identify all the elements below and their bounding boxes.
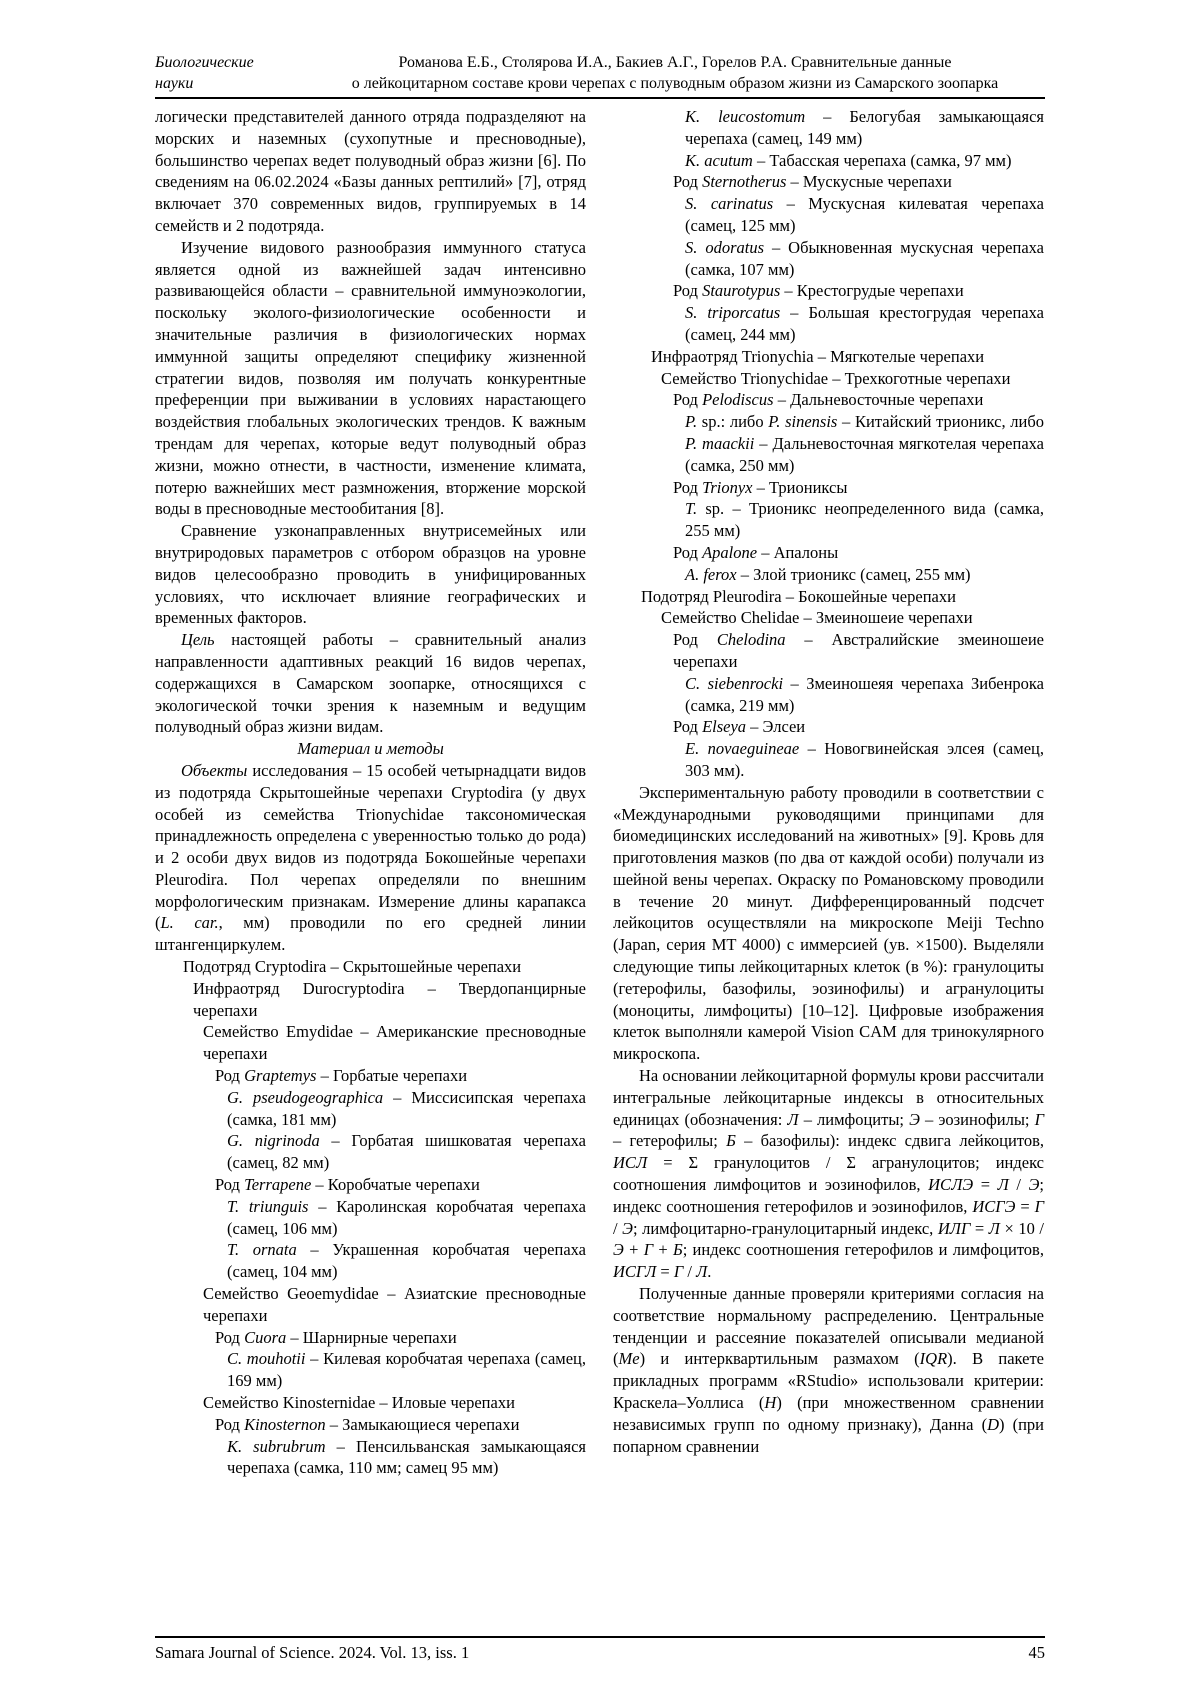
text-run: – Дальневосточные черепахи [773, 390, 984, 410]
text-run: E. novaeguineae [685, 739, 800, 759]
text-run: – Дальневосточная мягкотелая черепаха (самка, 250 мм) [685, 433, 1044, 475]
text-run: ИСГЛ [613, 1262, 657, 1282]
taxon-entry [613, 368, 1044, 390]
text-run: Э [1028, 1175, 1040, 1195]
taxon-entry [613, 389, 1044, 411]
text-run: логически представителей данного отряда подразделяют на морских и наземных (сухопутные и пресноводные), большинство черепах ведет полуводный образ жизни [6]. По сведениям на 06.02.2024 «Базы данных рептилий» [7], отряд включает 370 современных видов, группируемых в 14 семейств и 2 подотряда. [155, 107, 586, 235]
taxon-entry [155, 1327, 586, 1349]
text-run: – Горбатая шишковатая черепаха (самец, 82 мм) [227, 1131, 586, 1173]
text-run: = Σ гранулоцитов / Σ агранулоцитов; индекс соотношения лимфоцитов и эозинофилов, [613, 1153, 1044, 1195]
paragraph [613, 1283, 1044, 1457]
text-run: Cuora [244, 1327, 287, 1347]
text-run: IQR [919, 1349, 948, 1369]
text-run: настоящей работы – сравнительный анализ направленности адаптивных реакций 16 видов черепах, содержащихся в Самарском зоопарке, относящихся с экологической точки зрения к наземным и ведущим полуводный образ жизни видам. [155, 630, 586, 737]
text-run: Полученные данные проверяли критериями согласия на соответствие нормальному распределению. Центральные тенденции и рассеяние показателей описывали медианой ( [613, 1284, 1044, 1369]
footer-row [155, 1642, 1045, 1664]
text-run: Цель [181, 630, 215, 650]
page-number: 45 [1028, 1643, 1045, 1662]
text-run: T. ornata [227, 1240, 297, 1260]
article-body [155, 106, 1045, 1538]
text-run: C. mouhotii [227, 1349, 306, 1369]
text-run: – эозинофилы; [919, 1109, 1035, 1129]
text-run: + [623, 1240, 644, 1260]
text-run: – Крестогрудые черепахи [780, 281, 964, 301]
text-run: Изучение видового разнообразия иммунного статуса является одной из важнейшей задач интенсивно развивающейся области – сравнительной иммуноэкологии, поскольку эколого-физиологические особенности и значительные различия в физиологических нормах иммунной защиты определяют специфику жизненной стратегии видов, позволяя им получать конкурентные преференции при выживании в условиях нарастающего воздействия глобальных экологических трендов. К важным трендам для черепах, которые ведут полуводный образ жизни, можно отнести, в частности, изменение климата, потерю важнейших мест размножения, вторжение морской воды в пресноводные местообитания [8]. [155, 237, 586, 519]
paragraph [613, 782, 1044, 1065]
page-header [155, 52, 1045, 94]
text-run: – Белогубая замыкающаяся черепаха (самец, 149 мм) [685, 107, 1044, 148]
text-run: – Мускусные черепахи [786, 172, 952, 192]
taxon-entry [613, 237, 1044, 281]
text-run: – Табасская черепаха (самка, 97 мм) [752, 150, 1012, 170]
taxon-entry [155, 1392, 586, 1414]
text-run: – Апалоны [757, 542, 839, 562]
right-column [613, 106, 1044, 1538]
text-run: = [1015, 1196, 1035, 1216]
text-run: – Большая крестогрудая черепаха (самец, 244 мм) [685, 303, 1044, 344]
taxon-entry [613, 498, 1044, 542]
left-column [155, 106, 586, 1538]
text-run: Род [215, 1327, 245, 1347]
text-run: H [764, 1393, 777, 1413]
text-run: – Шарнирные черепахи [286, 1327, 457, 1347]
text-run: Pelodiscus [702, 390, 774, 410]
text-run: Г [673, 1262, 684, 1282]
taxon-entry [613, 564, 1044, 586]
journal-section-line2: науки [155, 75, 194, 92]
text-run: K. leucostomum [685, 107, 806, 126]
text-run: Л [988, 1218, 1000, 1238]
paragraph [155, 629, 586, 738]
taxon-entry [613, 673, 1044, 717]
text-run: K. acutum [685, 150, 753, 170]
taxon-entry [155, 1283, 586, 1327]
text-run: Род [673, 477, 703, 497]
text-run: ИЛГ [937, 1218, 971, 1238]
journal-footer-title: Samara Journal of Science. 2024. Vol. 13, iss. 1 [155, 1643, 470, 1662]
text-run: – Коробчатые черепахи [311, 1175, 480, 1195]
text-run: + [653, 1240, 673, 1260]
text-run: C. siebenrocki [685, 673, 784, 693]
text-run: ; индекс соотношения гетерофилов и лимфоцитов, [682, 1240, 1044, 1260]
text-run: Род [673, 542, 703, 562]
text-run: K. subrubrum [227, 1436, 326, 1456]
paragraph [155, 760, 586, 956]
text-run: – Килевая коробчатая черепаха (самец, 169 мм) [227, 1349, 586, 1391]
text-run: Г [1034, 1196, 1044, 1216]
text-run: Sternotherus [702, 172, 787, 192]
text-run: / [683, 1262, 697, 1282]
taxon-entry [155, 1130, 586, 1174]
taxon-entry [613, 106, 1044, 150]
text-run: ; индекс соотношения гетерофилов и эозинофилов, [613, 1175, 1044, 1216]
text-run: × 10 / [999, 1218, 1044, 1238]
section-heading [155, 738, 586, 760]
page-footer [155, 1636, 1045, 1664]
text-run: Г [643, 1240, 654, 1260]
text-run: – Австралийские змеиношеие черепахи [673, 630, 1045, 671]
text-run: ) (при множественном сравнении независимых групп по одному признаку), Данна ( [613, 1393, 1044, 1434]
text-run: – гетерофилы; [613, 1131, 727, 1151]
text-run: ИСЛ [613, 1153, 648, 1173]
taxon-entry [613, 280, 1044, 302]
text-run: Семейство Chelidae – Змеиношеие черепахи [661, 608, 973, 628]
text-run: Staurotypus [702, 281, 781, 301]
text-run: – Горбатые черепахи [316, 1066, 468, 1086]
text-run: P. sinensis [768, 412, 838, 432]
text-run: Г [1034, 1109, 1044, 1129]
text-run: – лимфоциты; [798, 1109, 910, 1129]
running-title-line1: Романова Е.Б., Столярова И.А., Бакиев А.Г., Горелов Р.А. Сравнительные данные [398, 54, 952, 71]
text-run: Материал и методы [297, 739, 444, 759]
text-run: Род [673, 172, 703, 192]
text-run: Объекты [181, 760, 248, 780]
text-run: – Обыкновенная мускусная черепаха (самка, 107 мм) [685, 237, 1044, 279]
text-run: – Мускусная килеватая черепаха (самец, 125 мм) [685, 194, 1044, 235]
taxon-entry [155, 978, 586, 1022]
taxon-entry [613, 193, 1044, 237]
text-run: Trionyx [702, 477, 753, 497]
text-run: ИСГЭ [972, 1196, 1016, 1216]
text-run: sp.: либо [697, 412, 769, 432]
text-run: = [970, 1218, 989, 1238]
footer-rule [155, 1636, 1045, 1638]
text-run: Сравнение узконаправленных внутрисемейных или внутриродовых параметров с отбором образцов на уровне видов целесообразно проводить в унифицированных условиях, что исключает влияние географических и временных факторов. [155, 521, 586, 628]
taxon-entry [613, 738, 1044, 782]
text-run: L. car. [160, 913, 219, 933]
paragraph [155, 237, 586, 520]
text-run: На основании лейкоцитарной формулы крови рассчитали интегральные лейкоцитарные индексы в относительных единицах (обозначения: [613, 1066, 1045, 1129]
taxon-entry [155, 1087, 586, 1131]
text-run: – Каролинская коробчатая черепаха (самец, 106 мм) [227, 1196, 587, 1238]
text-run: – Миссисипская черепаха (самка, 181 мм) [227, 1087, 586, 1129]
text-run: Род [673, 281, 703, 301]
text-run: Me [618, 1349, 640, 1369]
text-run: ИСЛЭ [928, 1175, 974, 1195]
text-run: Л [787, 1109, 799, 1129]
text-run: Э [613, 1240, 624, 1260]
text-run: sp. – Трионикс неопределенного вида (самка, 255 мм) [685, 499, 1044, 541]
text-run: Род [215, 1066, 245, 1086]
text-run: ) (при попарном сравнении [613, 1414, 1044, 1456]
taxon-entry [613, 477, 1044, 499]
text-run: Э [909, 1109, 920, 1129]
text-run: Graptemys [244, 1066, 317, 1086]
text-run: Род [673, 390, 703, 410]
text-run: Род [215, 1175, 245, 1195]
taxon-entry [613, 629, 1044, 673]
journal-section-line1: Биологические [155, 54, 254, 71]
text-run: Chelodina [716, 630, 786, 650]
taxon-entry [613, 542, 1044, 564]
text-run: ; лимфоцитарно-гранулоцитарный индекс, [632, 1218, 938, 1238]
text-run: = [656, 1262, 674, 1282]
text-run: – Замыкающиеся черепахи [325, 1414, 520, 1434]
text-run: G. pseudogeographica [227, 1087, 384, 1107]
text-run: Род [673, 717, 703, 737]
text-run: P. [685, 412, 698, 432]
text-run: Экспериментальную работу проводили в соответствии с «Международными руководящими принципами для биомедицинских исследований на животных» [9]. Кровь для приготовления мазков (по два от каждой особи) получали из шейной вены черепах. Окраску по Романовскому проводили в течение 20 минут. Дифференцированный подсчет лейкоцитов осуществляли на микроскопе Meiji Techno (Japan, серия MT 4000) с иммерсией (ув. ×1500). Выделяли следующие типы лейкоцитарных клеток (в %): гранулоциты (гетерофилы, базофилы, эозинофилы) и агранулоциты (моноциты, лимфоциты) [10–12]. Цифровые изображения клеток выполняли камерой Vision CAM для тринокулярного микроскопа. [613, 782, 1044, 1064]
running-title [305, 52, 1045, 94]
text-run: Terrapene [244, 1175, 312, 1195]
text-run: Elseya [702, 717, 747, 737]
text-run: Б [672, 1240, 683, 1260]
text-run: исследования – 15 особей четырнадцати видов из подотряда Скрытошейные черепахи Cryptodira (у двух особей из семейства Trionychidae таксономическая принадлежность определена с уверенностью только до рода) и 2 особи двух видов из подотряда Бокошейные черепахи Pleurodira. Пол черепах определяли по внешним морфологическим признакам. Измерение длины карапакса ( [155, 760, 586, 933]
text-run: Род [673, 630, 717, 650]
taxon-entry [613, 607, 1044, 629]
text-run: Л [997, 1175, 1009, 1195]
text-run: Э [622, 1218, 633, 1238]
taxon-entry [613, 346, 1044, 368]
text-run: – Украшенная коробчатая черепаха (самец, 104 мм) [227, 1240, 586, 1282]
text-run: Инфраотряд Trionychia – Мягкотелые черепахи [651, 346, 985, 366]
text-run: Семейство Geoemydidae – Азиатские пресноводные черепахи [203, 1284, 586, 1325]
taxon-entry [613, 586, 1044, 608]
text-run: . [707, 1262, 712, 1282]
text-run: Род [215, 1414, 245, 1434]
taxon-entry [613, 716, 1044, 738]
text-run: D [987, 1414, 999, 1434]
text-run: / [613, 1218, 623, 1238]
text-run: S. odoratus [685, 237, 765, 257]
text-run: Б [726, 1131, 736, 1151]
header-rule [155, 97, 1045, 99]
text-run: T. triunguis [227, 1196, 309, 1216]
taxon-entry [155, 1174, 586, 1196]
text-run: / [1008, 1175, 1029, 1195]
text-run: Подотряд Cryptodira – Скрытошейные черепахи [183, 957, 522, 977]
text-run: – Змеиношеяя черепаха Зибенрока (самка, 219 мм) [685, 673, 1045, 715]
text-run: ) и интерквартильным размахом ( [639, 1349, 920, 1369]
text-run: = [973, 1175, 998, 1195]
taxon-entry [155, 1239, 586, 1283]
text-run: S. triporcatus [685, 303, 781, 323]
text-run: T. [685, 499, 698, 519]
running-title-line2: о лейкоцитарном составе крови черепах с полуводным образом жизни из Самарского зоопарка [351, 75, 999, 92]
text-run: , мм) проводили по его средней линии штангенциркулем. [155, 913, 586, 955]
text-run: – базофилы): индекс сдвига лейкоцитов, [735, 1131, 1044, 1151]
text-run: Семейство Kinosternidae – Иловые черепахи [203, 1393, 515, 1413]
text-run: P. maackii [685, 433, 755, 453]
taxon-entry [155, 1414, 586, 1436]
text-run: S. carinatus [685, 194, 774, 214]
paragraph [613, 1065, 1044, 1283]
taxon-entry [155, 956, 586, 978]
text-run: Л [696, 1262, 708, 1282]
text-run: Семейство Trionychidae – Трехкоготные черепахи [661, 368, 1011, 388]
text-run: – Злой трионикс (самец, 255 мм) [736, 564, 971, 584]
text-run: Инфраотряд Durocryptodira – Твердопанцирные черепахи [193, 978, 586, 1020]
text-run: A. ferox [685, 564, 737, 584]
text-run: – Пенсильванская замыкающаяся черепаха (самка, 110 мм; самец 95 мм) [227, 1436, 587, 1478]
text-run: – Китайский трионикс, либо [837, 412, 1044, 432]
taxon-entry [155, 1021, 586, 1065]
taxon-entry [155, 1196, 586, 1240]
paragraph [155, 106, 586, 237]
text-run: – Элсеи [746, 717, 806, 737]
text-run: Подотряд Pleurodira – Бокошейные черепахи [641, 586, 956, 606]
text-run: ). В пакете прикладных программ «RStudio» использовали критерии: Краскела–Уоллиса ( [613, 1349, 1044, 1413]
text-run: – Новогвинейская элсея (самец, 303 мм). [685, 739, 1044, 780]
taxon-entry [613, 171, 1044, 193]
text-run: G. nigrinoda [227, 1131, 320, 1151]
text-run: – Триониксы [752, 477, 848, 497]
text-run: Семейство Emydidae – Американские пресноводные черепахи [203, 1022, 586, 1064]
paragraph [155, 520, 586, 629]
taxon-entry [613, 411, 1044, 476]
taxon-entry [155, 1436, 586, 1480]
text-run: Kinosternon [244, 1414, 326, 1434]
taxon-entry [613, 302, 1044, 346]
text-run: Apalone [702, 542, 758, 562]
taxon-entry [613, 150, 1044, 172]
journal-section-label [155, 52, 305, 94]
taxon-entry [155, 1348, 586, 1392]
taxon-entry [155, 1065, 586, 1087]
